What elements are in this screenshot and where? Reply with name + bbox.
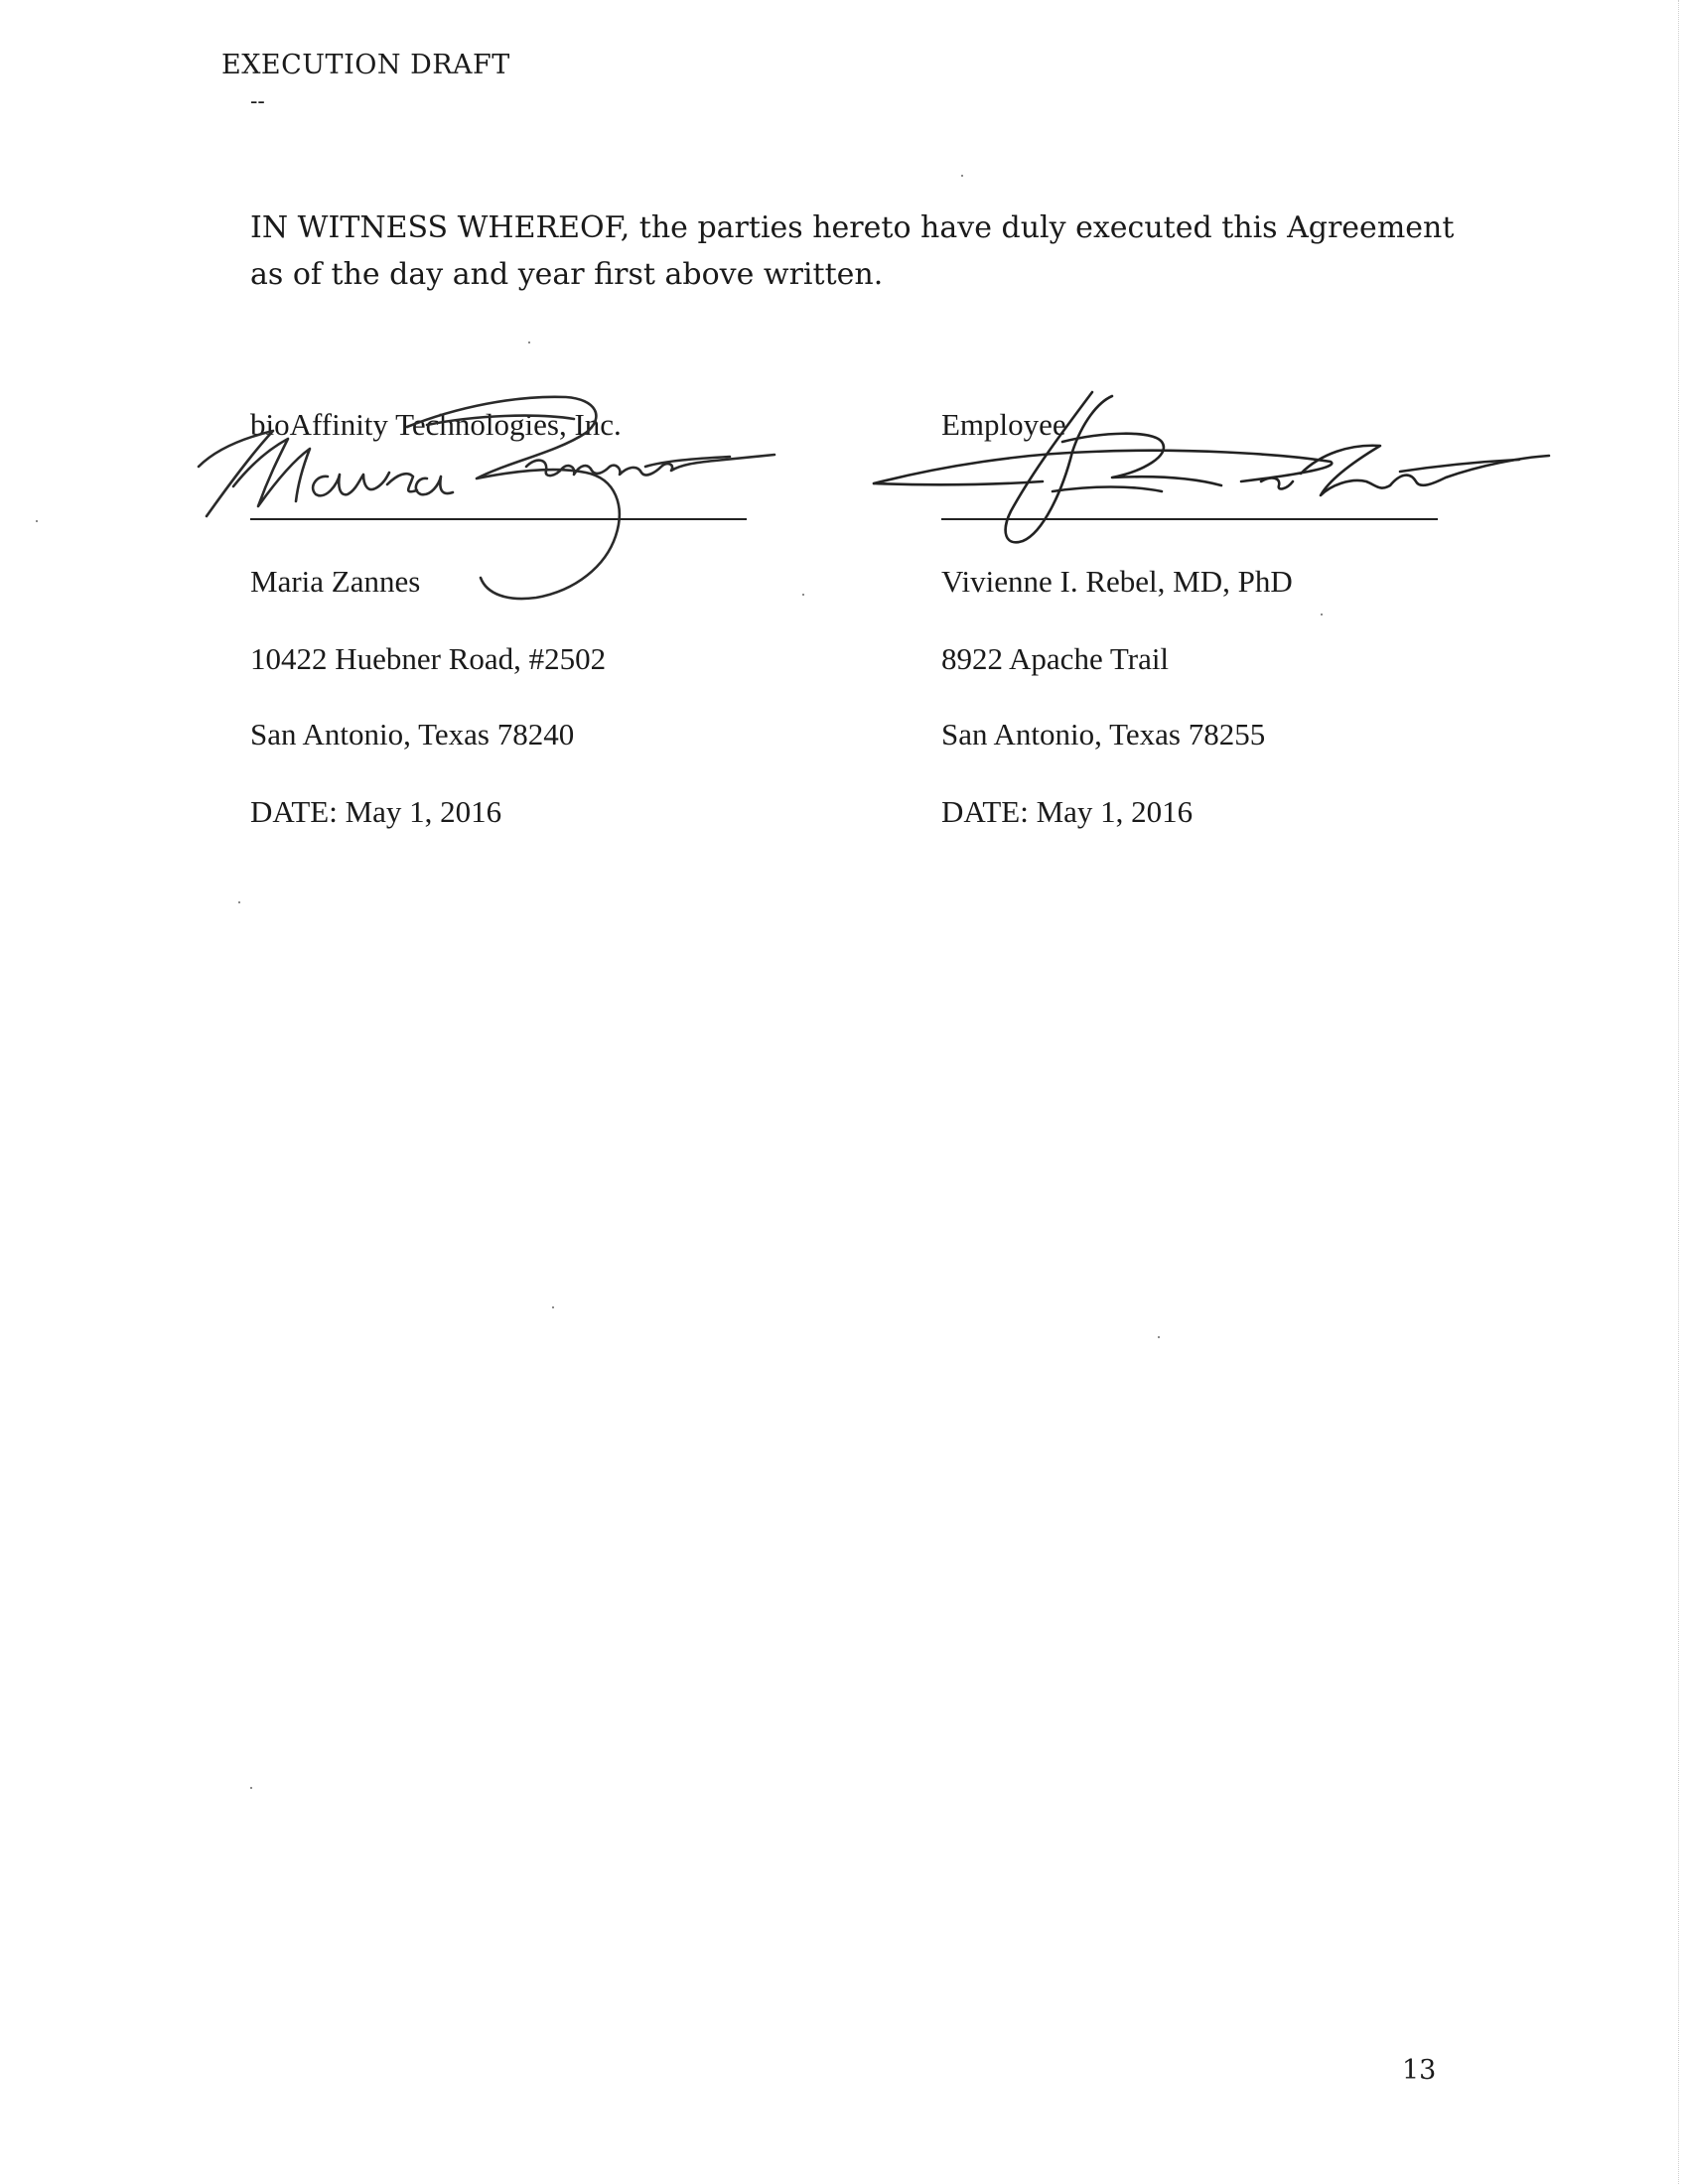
company-address-line-2: San Antonio, Texas 78240 — [250, 717, 575, 751]
scan-speck — [528, 341, 530, 343]
employee-date: DATE: May 1, 2016 — [941, 794, 1194, 829]
scan-speck — [961, 175, 963, 177]
employee-address-line-1: 8922 Apache Trail — [941, 641, 1170, 676]
employee-signature-line — [941, 518, 1438, 520]
company-signature-line — [250, 518, 747, 520]
scan-speck — [36, 520, 38, 522]
scan-speck — [1321, 614, 1323, 615]
header-dash: -- — [250, 89, 265, 114]
company-signer-name: Maria Zannes — [250, 564, 421, 599]
company-name: bioAffinity Technologies, Inc. — [250, 407, 622, 442]
witness-clause: IN WITNESS WHEREOF, the parties hereto have duly executed this Agreement as of the day and year first above written. — [250, 210, 1455, 292]
scan-speck — [1158, 1336, 1160, 1338]
scan-speck — [802, 594, 804, 596]
employee-signer-name: Vivienne I. Rebel, MD, PhD — [941, 564, 1293, 599]
scan-edge-line — [1678, 0, 1679, 2184]
scan-speck — [238, 901, 240, 903]
page-number: 13 — [1402, 2055, 1437, 2086]
draft-label: EXECUTION DRAFT — [221, 50, 510, 80]
scan-speck — [250, 1787, 252, 1789]
employee-label: Employee — [941, 407, 1066, 442]
company-address-line-1: 10422 Huebner Road, #2502 — [250, 641, 607, 676]
scan-speck — [552, 1306, 554, 1308]
employee-address-line-2: San Antonio, Texas 78255 — [941, 717, 1266, 751]
company-date: DATE: May 1, 2016 — [250, 794, 502, 829]
